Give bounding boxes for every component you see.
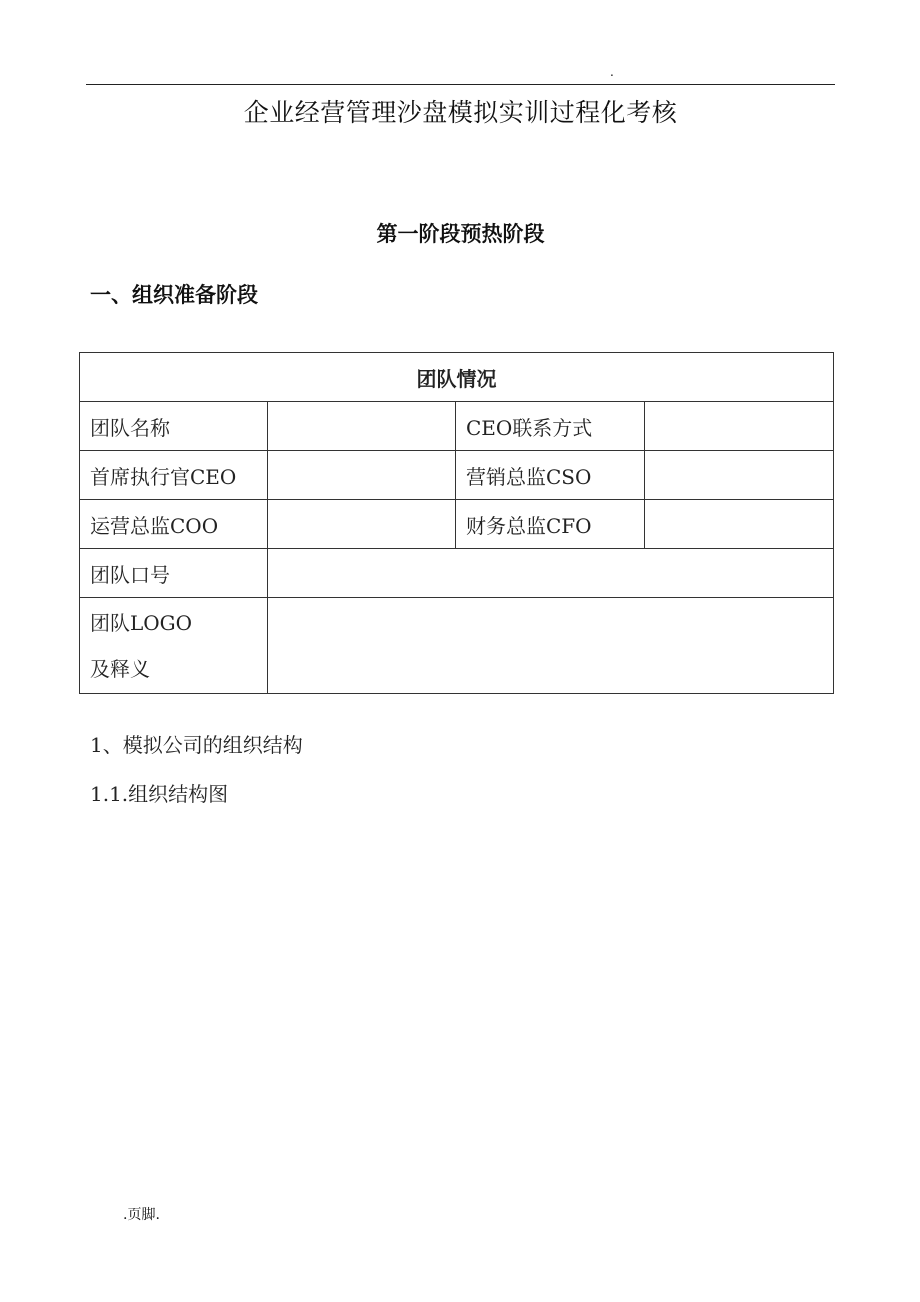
cfo-label: 财务总监CFO — [456, 500, 645, 549]
header-mark: . — [610, 65, 614, 79]
ceo-label: 首席执行官CEO — [80, 451, 268, 500]
stage-title: 第一阶段预热阶段 — [376, 222, 545, 246]
team-info-table — [79, 352, 834, 694]
item-org-chart: 1.1.组织结构图 — [90, 782, 229, 806]
ceo-contact-field[interactable] — [645, 402, 834, 451]
team-name-label: 团队名称 — [80, 402, 268, 451]
ceo-field[interactable] — [268, 451, 456, 500]
section-heading: 一、组织准备阶段 — [90, 283, 258, 307]
slogan-field[interactable] — [268, 549, 834, 598]
ceo-contact-label: CEO联系方式 — [456, 402, 645, 451]
logo-field[interactable] — [268, 598, 834, 694]
cso-label: 营销总监CSO — [456, 451, 645, 500]
item-org-structure: 1、模拟公司的组织结构 — [90, 733, 303, 757]
header-rule — [86, 84, 835, 85]
logo-label-line1: 团队LOGO — [90, 610, 193, 635]
logo-label-line2: 及释义 — [90, 656, 150, 681]
team-name-field[interactable] — [268, 402, 456, 451]
table-caption: 团队情况 — [80, 353, 834, 402]
footer: .页脚. — [123, 1207, 160, 1223]
logo-label — [80, 598, 268, 694]
cfo-field[interactable] — [645, 500, 834, 549]
coo-field[interactable] — [268, 500, 456, 549]
slogan-label: 团队口号 — [80, 549, 268, 598]
document-title: 企业经营管理沙盘模拟实训过程化考核 — [243, 98, 678, 127]
cso-field[interactable] — [645, 451, 834, 500]
coo-label: 运营总监COO — [80, 500, 268, 549]
